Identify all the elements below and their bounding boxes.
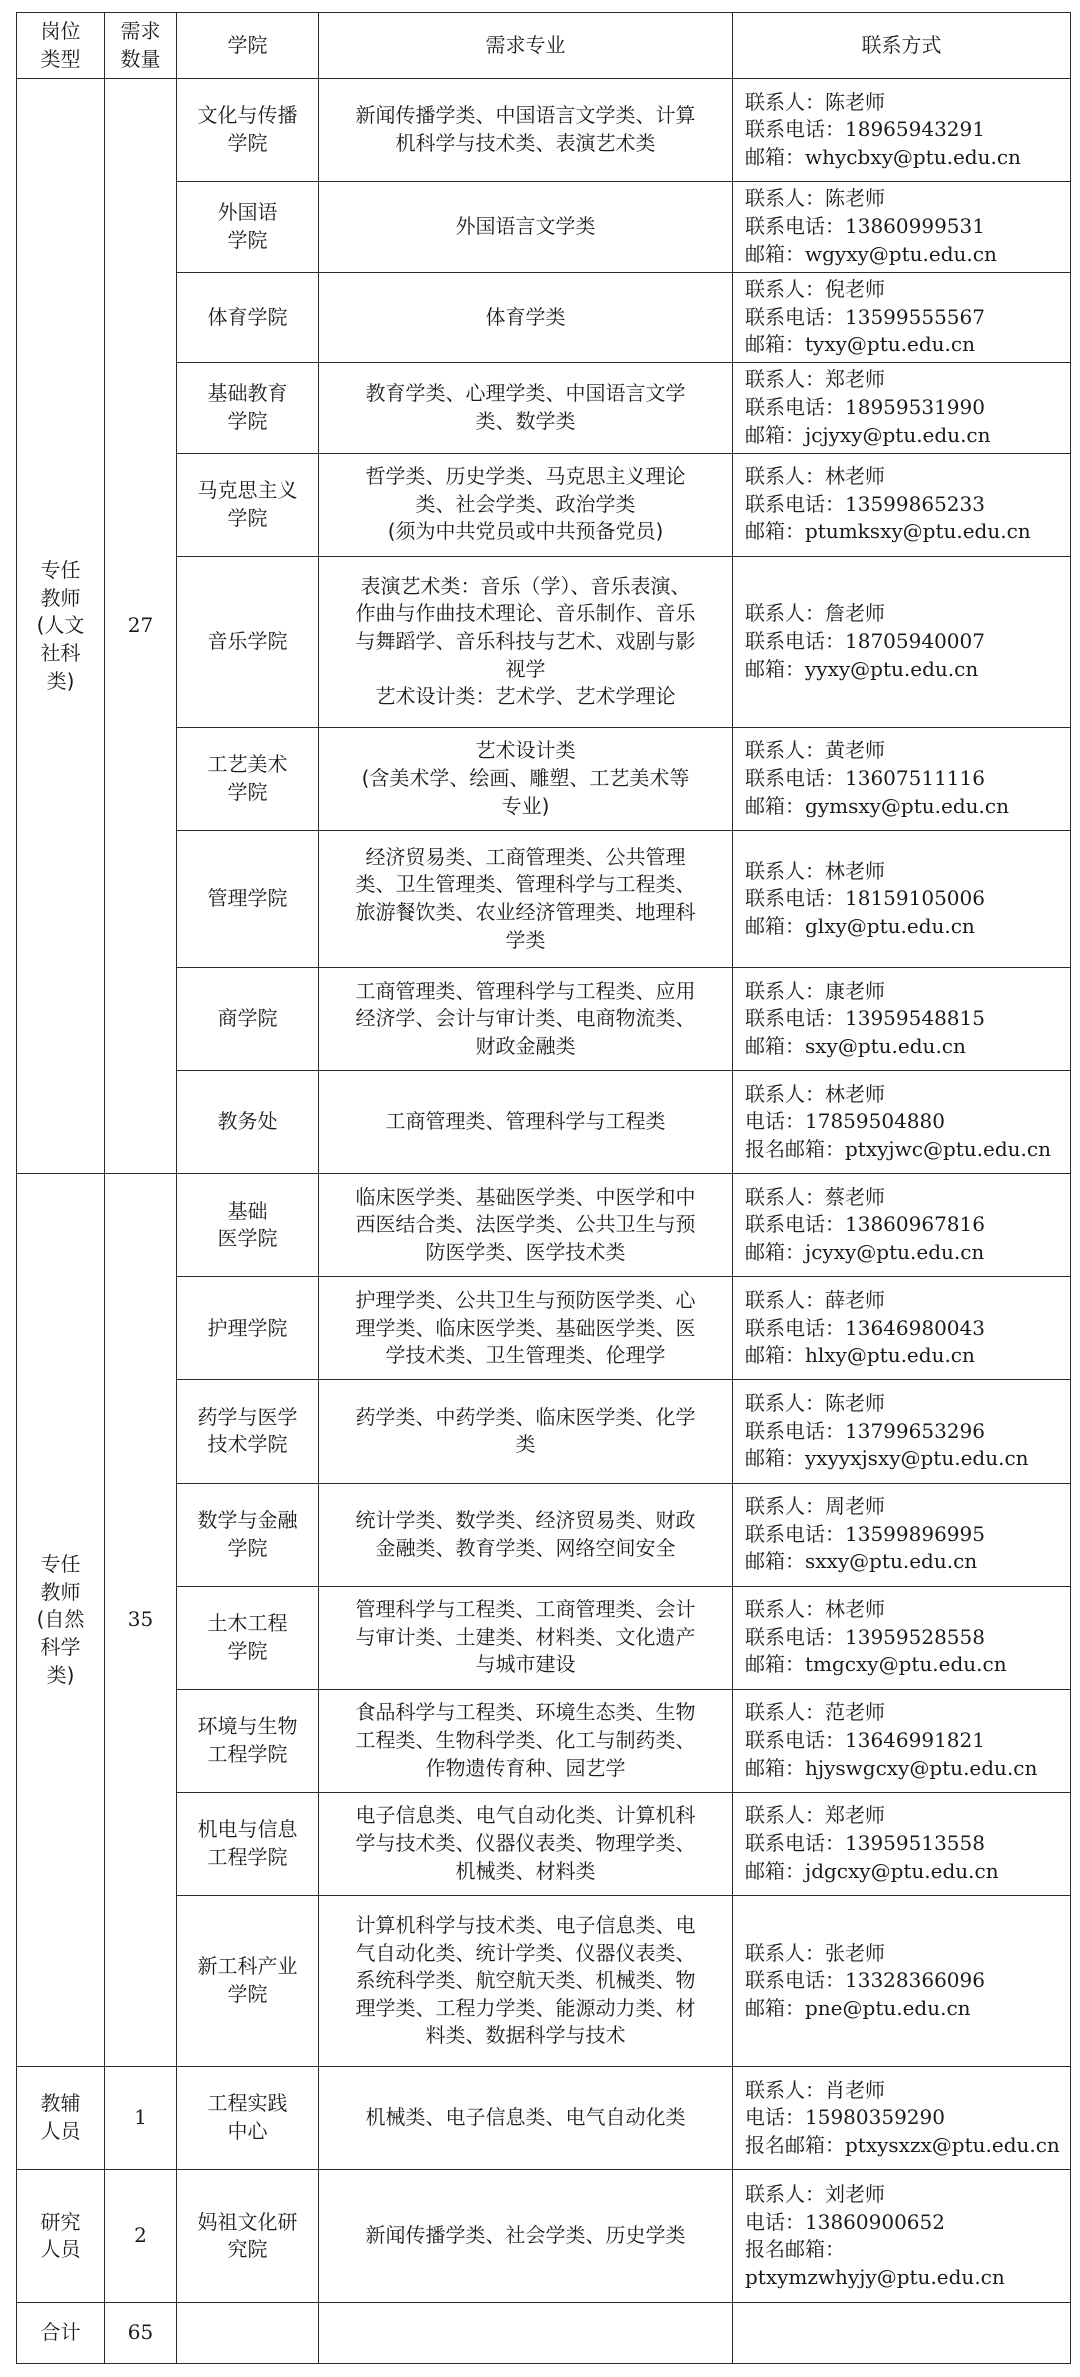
major-line: 类、社会学类、政治学类 bbox=[415, 491, 636, 516]
contact-line: 联系人：林老师 bbox=[745, 464, 885, 489]
major-line: 料类、数据科学与技术 bbox=[425, 2023, 626, 2048]
contact-cell bbox=[733, 2170, 1071, 2303]
header-college: 学院 bbox=[177, 13, 319, 79]
college-line: 医学院 bbox=[217, 1226, 278, 1251]
major-line: 西医结合类、法医学类、公共卫生与预 bbox=[355, 1212, 696, 1237]
major-line: 旅游餐饮类、农业经济管理类、地理科 bbox=[355, 899, 696, 924]
major-cell bbox=[319, 79, 733, 182]
major-line: 电子信息类、电气自动化类、计算机科 bbox=[355, 1803, 696, 1828]
contact-line: 邮箱：hjyswgcxy@ptu.edu.cn bbox=[745, 1755, 1038, 1780]
contact-line: 联系人：林老师 bbox=[745, 858, 885, 883]
contact-line: 邮箱：whycbxy@ptu.edu.cn bbox=[745, 144, 1021, 169]
contact-cell bbox=[733, 79, 1071, 182]
major-line: 财政金融类 bbox=[475, 1033, 576, 1058]
college-cell bbox=[177, 727, 319, 830]
contact-line: 联系人：郑老师 bbox=[745, 367, 885, 392]
contact-line: 联系电话：13799653296 bbox=[745, 1418, 985, 1443]
contact-line: 联系人：肖老师 bbox=[745, 2077, 885, 2102]
contact-cell bbox=[733, 1380, 1071, 1483]
major-line: 学技术类、卫生管理类、伦理学 bbox=[385, 1343, 666, 1368]
major-line: 系统科学类、航空航天类、机械类、物 bbox=[355, 1968, 696, 1993]
contact-line: 报名邮箱：ptxysxzx@ptu.edu.cn bbox=[745, 2132, 1060, 2157]
college-cell bbox=[177, 1174, 319, 1277]
contact-line: 联系电话：13860967816 bbox=[745, 1212, 985, 1237]
major-line: (须为中共党员或中共预备党员) bbox=[387, 519, 664, 544]
college-cell bbox=[177, 79, 319, 182]
contact-line: 联系人：范老师 bbox=[745, 1700, 885, 1725]
position-type-cell bbox=[17, 2067, 105, 2170]
major-line: 护理学类、公共卫生与预防医学类、心 bbox=[355, 1287, 696, 1312]
major-line: 机械类、电子信息类、电气自动化类 bbox=[365, 2105, 686, 2130]
major-cell bbox=[319, 2067, 733, 2170]
contact-line: 邮箱：jcjyxy@ptu.edu.cn bbox=[745, 422, 991, 447]
contact-line: 联系人：林老师 bbox=[745, 1597, 885, 1622]
college-line: 商学院 bbox=[217, 1006, 278, 1031]
major-line: 理学类、临床医学类、基础医学类、医 bbox=[355, 1315, 696, 1340]
major-cell bbox=[319, 1277, 733, 1380]
major-line: 类、数学类 bbox=[475, 408, 576, 433]
header-contact: 联系方式 bbox=[733, 13, 1071, 79]
college-line: 学院 bbox=[227, 1535, 268, 1560]
contact-line: 联系电话：13959548815 bbox=[745, 1006, 985, 1031]
recruitment-table bbox=[16, 12, 1071, 2364]
position-type-line: (自然 bbox=[36, 1607, 85, 1632]
contact-line: 邮箱：jcyxy@ptu.edu.cn bbox=[745, 1240, 985, 1265]
major-cell bbox=[319, 363, 733, 454]
major-cell bbox=[319, 182, 733, 273]
major-line: 机械类、材料类 bbox=[455, 1858, 596, 1883]
position-type-line: 教师 bbox=[40, 1579, 81, 1604]
college-line: 护理学院 bbox=[207, 1315, 288, 1340]
college-line: 体育学院 bbox=[207, 304, 288, 329]
contact-cell bbox=[733, 556, 1071, 727]
major-cell bbox=[319, 1792, 733, 1895]
contact-line: 联系电话：13599865233 bbox=[745, 491, 985, 516]
contact-line: 联系电话：13607511116 bbox=[745, 766, 985, 791]
empty-cell bbox=[177, 2303, 319, 2364]
contact-line: 联系电话：18705940007 bbox=[745, 628, 985, 653]
contact-line: 邮箱：yxyyxjsxy@ptu.edu.cn bbox=[745, 1446, 1029, 1471]
major-line: 计算机科学与技术类、电子信息类、电 bbox=[355, 1912, 696, 1937]
major-cell bbox=[319, 272, 733, 363]
contact-line: 联系电话：18959531990 bbox=[745, 395, 985, 420]
college-cell bbox=[177, 1277, 319, 1380]
contact-cell bbox=[733, 830, 1071, 967]
major-line: 艺术设计类：艺术学、艺术学理论 bbox=[375, 684, 676, 709]
contact-cell bbox=[733, 272, 1071, 363]
contact-cell bbox=[733, 968, 1071, 1071]
contact-cell bbox=[733, 1483, 1071, 1586]
position-type-cell bbox=[17, 1174, 105, 2067]
major-line: 外国语言文学类 bbox=[455, 214, 596, 239]
college-line: 学院 bbox=[227, 1981, 268, 2006]
position-type-cell bbox=[17, 79, 105, 1174]
contact-line: 联系人：陈老师 bbox=[745, 89, 885, 114]
college-line: 基础 bbox=[227, 1198, 268, 1223]
college-cell bbox=[177, 556, 319, 727]
contact-line: 电话：13860900652 bbox=[745, 2209, 945, 2234]
contact-line: 联系人：詹老师 bbox=[745, 601, 885, 626]
major-cell bbox=[319, 2170, 733, 2303]
position-type-line: 教辅 bbox=[40, 2091, 81, 2116]
major-cell bbox=[319, 1689, 733, 1792]
major-line: 艺术设计类 bbox=[475, 738, 576, 763]
college-line: 工艺美术 bbox=[207, 752, 288, 777]
major-cell bbox=[319, 1174, 733, 1277]
contact-line: 邮箱：hlxy@ptu.edu.cn bbox=[745, 1343, 975, 1368]
table-row bbox=[17, 2170, 1071, 2303]
contact-line: 报名邮箱： bbox=[745, 2237, 845, 2262]
table-row bbox=[17, 1174, 1071, 1277]
contact-line: 邮箱：tmgcxy@ptu.edu.cn bbox=[745, 1652, 1007, 1677]
major-line: 经济贸易类、工商管理类、公共管理 bbox=[365, 844, 686, 869]
contact-cell bbox=[733, 1071, 1071, 1174]
college-cell bbox=[177, 1071, 319, 1174]
college-cell bbox=[177, 1483, 319, 1586]
contact-line: 联系人：蔡老师 bbox=[745, 1184, 885, 1209]
table-body bbox=[17, 79, 1071, 2364]
major-cell bbox=[319, 1071, 733, 1174]
total-count: 65 bbox=[105, 2303, 177, 2364]
contact-line: 联系人：周老师 bbox=[745, 1494, 885, 1519]
position-type-line: 类) bbox=[46, 1662, 75, 1687]
position-type-line: 人员 bbox=[40, 2237, 81, 2262]
contact-line: 报名邮箱：ptxyjwc@ptu.edu.cn bbox=[745, 1136, 1051, 1161]
contact-line: 联系人：薛老师 bbox=[745, 1287, 885, 1312]
major-line: 学与技术类、仪器仪表类、物理学类、 bbox=[355, 1831, 696, 1856]
contact-line: 邮箱：pne@ptu.edu.cn bbox=[745, 1995, 971, 2020]
major-cell bbox=[319, 1586, 733, 1689]
contact-line: 联系电话：13646980043 bbox=[745, 1315, 985, 1340]
demand-count-cell: 27 bbox=[105, 79, 177, 1174]
contact-cell bbox=[733, 1586, 1071, 1689]
contact-cell bbox=[733, 182, 1071, 273]
header-major: 需求专业 bbox=[319, 13, 733, 79]
contact-cell bbox=[733, 1174, 1071, 1277]
contact-cell bbox=[733, 1895, 1071, 2066]
college-line: 妈祖文化研 bbox=[197, 2209, 298, 2234]
college-line: 教务处 bbox=[217, 1109, 278, 1134]
college-cell bbox=[177, 968, 319, 1071]
college-line: 音乐学院 bbox=[207, 628, 288, 653]
major-line: 专业) bbox=[501, 793, 550, 818]
major-line: 统计学类、数学类、经济贸易类、财政 bbox=[355, 1507, 696, 1532]
contact-line: 邮箱：wgyxy@ptu.edu.cn bbox=[745, 241, 997, 266]
header-position-type: 岗位 类型 bbox=[17, 13, 105, 79]
contact-cell bbox=[733, 453, 1071, 556]
contact-line: 联系电话：18159105006 bbox=[745, 886, 985, 911]
major-line: 临床医学类、基础医学类、中医学和中 bbox=[355, 1184, 696, 1209]
position-type-line: (人文 bbox=[36, 613, 85, 638]
contact-cell bbox=[733, 1689, 1071, 1792]
table-row bbox=[17, 2067, 1071, 2170]
contact-line: 电话：15980359290 bbox=[745, 2105, 945, 2130]
major-line: 作物遗传育种、园艺学 bbox=[425, 1755, 626, 1780]
major-line: 理学类、工程力学类、能源动力类、材 bbox=[355, 1995, 696, 2020]
position-type-line: 教师 bbox=[40, 585, 81, 610]
total-row bbox=[17, 2303, 1071, 2364]
college-line: 数学与金融 bbox=[197, 1507, 298, 1532]
contact-line: 联系电话：13599896995 bbox=[745, 1521, 985, 1546]
contact-cell bbox=[733, 1792, 1071, 1895]
college-cell bbox=[177, 1586, 319, 1689]
college-cell bbox=[177, 363, 319, 454]
major-line: 教育学类、心理学类、中国语言文学 bbox=[365, 381, 686, 406]
major-line: 药学类、中药学类、临床医学类、化学 bbox=[355, 1404, 696, 1429]
contact-line: 联系人：倪老师 bbox=[745, 276, 885, 301]
position-type-line: 专任 bbox=[40, 1552, 81, 1577]
major-line: 体育学类 bbox=[485, 304, 566, 329]
contact-cell bbox=[733, 727, 1071, 830]
contact-line: 联系电话：13959513558 bbox=[745, 1831, 985, 1856]
college-line: 药学与医学 bbox=[197, 1404, 298, 1429]
major-line: 食品科学与工程类、环境生态类、生物 bbox=[355, 1700, 696, 1725]
major-cell bbox=[319, 968, 733, 1071]
demand-count-cell: 35 bbox=[105, 1174, 177, 2067]
college-line: 土木工程 bbox=[207, 1611, 288, 1636]
college-line: 学院 bbox=[227, 1638, 268, 1663]
major-line: 类 bbox=[515, 1432, 536, 1457]
contact-line: 联系电话：13959528558 bbox=[745, 1624, 985, 1649]
contact-line: 邮箱：sxxy@ptu.edu.cn bbox=[745, 1549, 978, 1574]
major-line: 视学 bbox=[505, 656, 546, 681]
major-line: 管理科学与工程类、工商管理类、会计 bbox=[355, 1597, 696, 1622]
contact-line: 联系电话：13860999531 bbox=[745, 214, 985, 239]
major-line: 作曲与作曲技术理论、音乐制作、音乐 bbox=[355, 601, 696, 626]
table-row bbox=[17, 79, 1071, 182]
demand-count-cell: 1 bbox=[105, 2067, 177, 2170]
empty-cell bbox=[733, 2303, 1071, 2364]
major-line: 学类 bbox=[505, 927, 546, 952]
college-line: 学院 bbox=[227, 505, 268, 530]
college-line: 中心 bbox=[227, 2119, 268, 2144]
contact-line: 联系人：陈老师 bbox=[745, 186, 885, 211]
college-line: 工程实践 bbox=[207, 2091, 288, 2116]
major-line: 气自动化类、统计学类、仪器仪表类、 bbox=[355, 1940, 696, 1965]
major-line: 工程类、生物科学类、化工与制药类、 bbox=[355, 1727, 696, 1752]
major-line: 类、卫生管理类、管理科学与工程类、 bbox=[355, 872, 696, 897]
major-line: 工商管理类、管理科学与工程类、应用 bbox=[355, 978, 696, 1003]
recruitment-table-wrapper bbox=[16, 12, 1070, 2364]
contact-line: 邮箱：jdgcxy@ptu.edu.cn bbox=[745, 1858, 999, 1883]
college-line: 工程学院 bbox=[207, 1741, 288, 1766]
contact-line: 邮箱：sxy@ptu.edu.cn bbox=[745, 1033, 966, 1058]
major-line: 哲学类、历史学类、马克思主义理论 bbox=[365, 464, 686, 489]
position-type-line: 人员 bbox=[40, 2119, 81, 2144]
major-line: 表演艺术类：音乐（学）、音乐表演、 bbox=[360, 573, 691, 598]
contact-line: 邮箱：glxy@ptu.edu.cn bbox=[745, 913, 975, 938]
contact-line: ptxymzwhyjy@ptu.edu.cn bbox=[745, 2264, 1005, 2289]
major-cell bbox=[319, 1483, 733, 1586]
college-line: 学院 bbox=[227, 779, 268, 804]
college-line: 机电与信息 bbox=[197, 1817, 298, 1842]
college-cell bbox=[177, 2067, 319, 2170]
college-line: 新工科产业 bbox=[197, 1954, 298, 1979]
major-line: 机科学与技术类、表演艺术类 bbox=[395, 131, 656, 156]
major-line: 工商管理类、管理科学与工程类 bbox=[385, 1109, 666, 1134]
table-header-row bbox=[17, 13, 1071, 79]
major-line: 与城市建设 bbox=[475, 1652, 576, 1677]
college-line: 学院 bbox=[227, 227, 268, 252]
major-line: 与舞蹈学、音乐科技与艺术、戏剧与影 bbox=[355, 628, 696, 653]
contact-line: 邮箱：gymsxy@ptu.edu.cn bbox=[745, 793, 1009, 818]
college-line: 技术学院 bbox=[207, 1432, 288, 1457]
college-cell bbox=[177, 1895, 319, 2066]
contact-line: 联系人：陈老师 bbox=[745, 1391, 885, 1416]
position-type-line: 专任 bbox=[40, 558, 81, 583]
contact-line: 联系人：黄老师 bbox=[745, 738, 885, 763]
header-demand-count: 需求 数量 bbox=[105, 13, 177, 79]
college-cell bbox=[177, 1792, 319, 1895]
major-line: 与审计类、土建类、材料类、文化遗产 bbox=[355, 1624, 696, 1649]
college-line: 外国语 bbox=[217, 200, 278, 225]
contact-line: 电话：17859504880 bbox=[745, 1109, 945, 1134]
college-line: 工程学院 bbox=[207, 1844, 288, 1869]
college-cell bbox=[177, 1689, 319, 1792]
college-line: 马克思主义 bbox=[197, 478, 298, 503]
major-line: 新闻传播学类、中国语言文学类、计算 bbox=[355, 103, 696, 128]
contact-line: 联系人：张老师 bbox=[745, 1940, 885, 1965]
contact-line: 联系人：刘老师 bbox=[745, 2181, 885, 2206]
contact-cell bbox=[733, 2067, 1071, 2170]
college-cell bbox=[177, 453, 319, 556]
major-cell bbox=[319, 453, 733, 556]
college-cell bbox=[177, 2170, 319, 2303]
position-type-line: 社科 bbox=[40, 640, 81, 665]
contact-line: 邮箱：tyxy@ptu.edu.cn bbox=[745, 332, 975, 357]
college-line: 文化与传播 bbox=[197, 103, 298, 128]
college-cell bbox=[177, 272, 319, 363]
demand-count-cell: 2 bbox=[105, 2170, 177, 2303]
position-type-line: 科学 bbox=[40, 1634, 81, 1659]
major-line: 防医学类、医学技术类 bbox=[425, 1240, 626, 1265]
college-cell bbox=[177, 1380, 319, 1483]
major-cell bbox=[319, 1380, 733, 1483]
major-cell bbox=[319, 556, 733, 727]
position-type-line: 研究 bbox=[40, 2209, 81, 2234]
major-line: (含美术学、绘画、雕塑、工艺美术等 bbox=[361, 766, 690, 791]
major-line: 金融类、教育学类、网络空间安全 bbox=[375, 1535, 676, 1560]
college-line: 环境与生物 bbox=[197, 1714, 298, 1739]
empty-cell bbox=[319, 2303, 733, 2364]
major-line: 新闻传播学类、社会学类、历史学类 bbox=[365, 2223, 686, 2248]
college-line: 学院 bbox=[227, 408, 268, 433]
contact-cell bbox=[733, 363, 1071, 454]
total-label: 合计 bbox=[17, 2303, 105, 2364]
contact-line: 联系人：郑老师 bbox=[745, 1803, 885, 1828]
contact-line: 联系电话：13646991821 bbox=[745, 1727, 985, 1752]
major-cell bbox=[319, 830, 733, 967]
college-line: 究院 bbox=[227, 2237, 268, 2262]
contact-line: 联系人：康老师 bbox=[745, 978, 885, 1003]
college-line: 基础教育 bbox=[207, 381, 288, 406]
college-cell bbox=[177, 182, 319, 273]
contact-line: 联系人：林老师 bbox=[745, 1081, 885, 1106]
major-cell bbox=[319, 1895, 733, 2066]
contact-line: 邮箱：ptumksxy@ptu.edu.cn bbox=[745, 519, 1031, 544]
contact-line: 邮箱：yyxy@ptu.edu.cn bbox=[745, 656, 979, 681]
position-type-cell bbox=[17, 2170, 105, 2303]
contact-line: 联系电话：18965943291 bbox=[745, 117, 985, 142]
position-type-line: 类) bbox=[46, 668, 75, 693]
college-line: 学院 bbox=[227, 131, 268, 156]
major-cell bbox=[319, 727, 733, 830]
contact-line: 联系电话：13328366096 bbox=[745, 1968, 985, 1993]
college-line: 管理学院 bbox=[207, 886, 288, 911]
college-cell bbox=[177, 830, 319, 967]
contact-line: 联系电话：13599555567 bbox=[745, 304, 985, 329]
contact-cell bbox=[733, 1277, 1071, 1380]
major-line: 经济学、会计与审计类、电商物流类、 bbox=[355, 1006, 696, 1031]
